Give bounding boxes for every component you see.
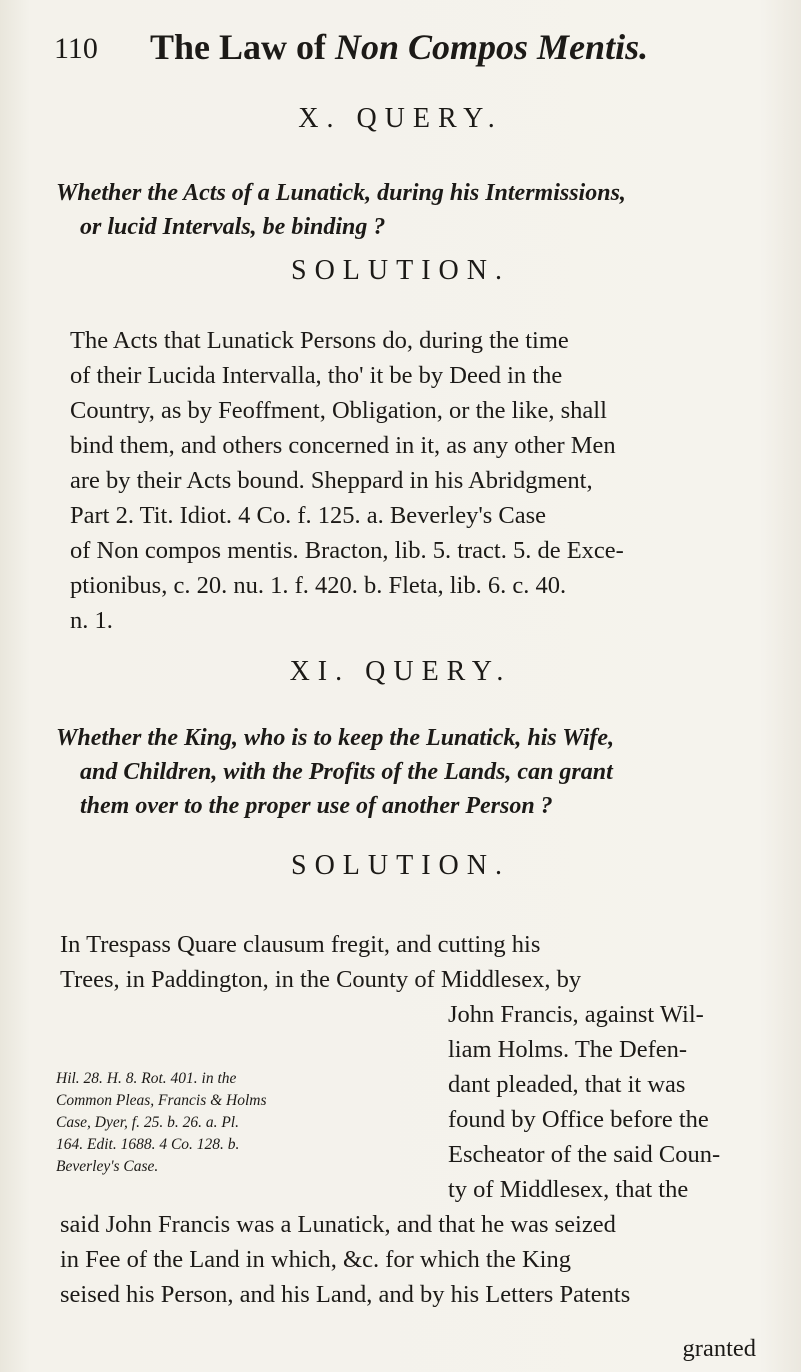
query-xi-solution-text-right: John Francis, against Wil- liam Holms. The Defen- dant pleaded, that it was found by Office before the Escheator of the said Coun- ty of Middlesex, that the [448, 1001, 721, 1203]
query-xi-solution-text-top: In Trespass Quare clausum fregit, and cutting his Trees, in Paddington, in the County of Middlesex, by [60, 931, 582, 993]
query-xi-heading: XI. QUERY. [289, 656, 512, 687]
catchword: granted [682, 1335, 756, 1362]
page-number: 110 [54, 32, 98, 65]
query-x-solution-heading: SOLUTION. [291, 255, 510, 286]
running-title: The Law of Non Compos Mentis. [150, 27, 649, 67]
query-xi-solution-heading: SOLUTION. [291, 850, 510, 881]
query-x-heading: X. QUERY. [298, 103, 503, 134]
query-xi-solution-text-bottom: said John Francis was a Lunatick, and that he was seized in Fee of the Land in which, &c. for which the King seised his Person, and his Land, and by his Letters Patents [60, 1211, 631, 1308]
page-header [54, 22, 754, 72]
query-xi-question: Whether the King, who is to keep the Lunatick, his Wife, and Children, with the Profits of the Lands, can grant them over to the proper use of another Person ? [56, 725, 615, 819]
query-x-solution-text: The Acts that Lunatick Persons do, during the time of their Lucida Intervalla, tho' it be by Deed in the Country, as by Feoffment, Obligation, or the like, shall bind them, and others concerned in it, as any other Men are by their Acts bound. Sheppard in his Abridgment, Part 2. Tit. Idiot. 4 Co. f. 125. a. Beverley's Case of Non compos mentis. Bracton, lib. 5. tract. 5. de Exce- ptionibus, c. 20. nu. 1. f. 420. b. Fleta, lib. 6. c. 40. n. 1. [70, 327, 624, 634]
margin-note: Hil. 28. H. 8. Rot. 401. in the Common Pleas, Francis & Holms Case, Dyer, f. 25. b. 26. a. Pl. 164. Edit. 1688. 4 Co. 128. b. Beverley's Case. [56, 1070, 267, 1175]
query-x-question: Whether the Acts of a Lunatick, during his Intermissions, or lucid Intervals, be binding ? [56, 180, 626, 240]
